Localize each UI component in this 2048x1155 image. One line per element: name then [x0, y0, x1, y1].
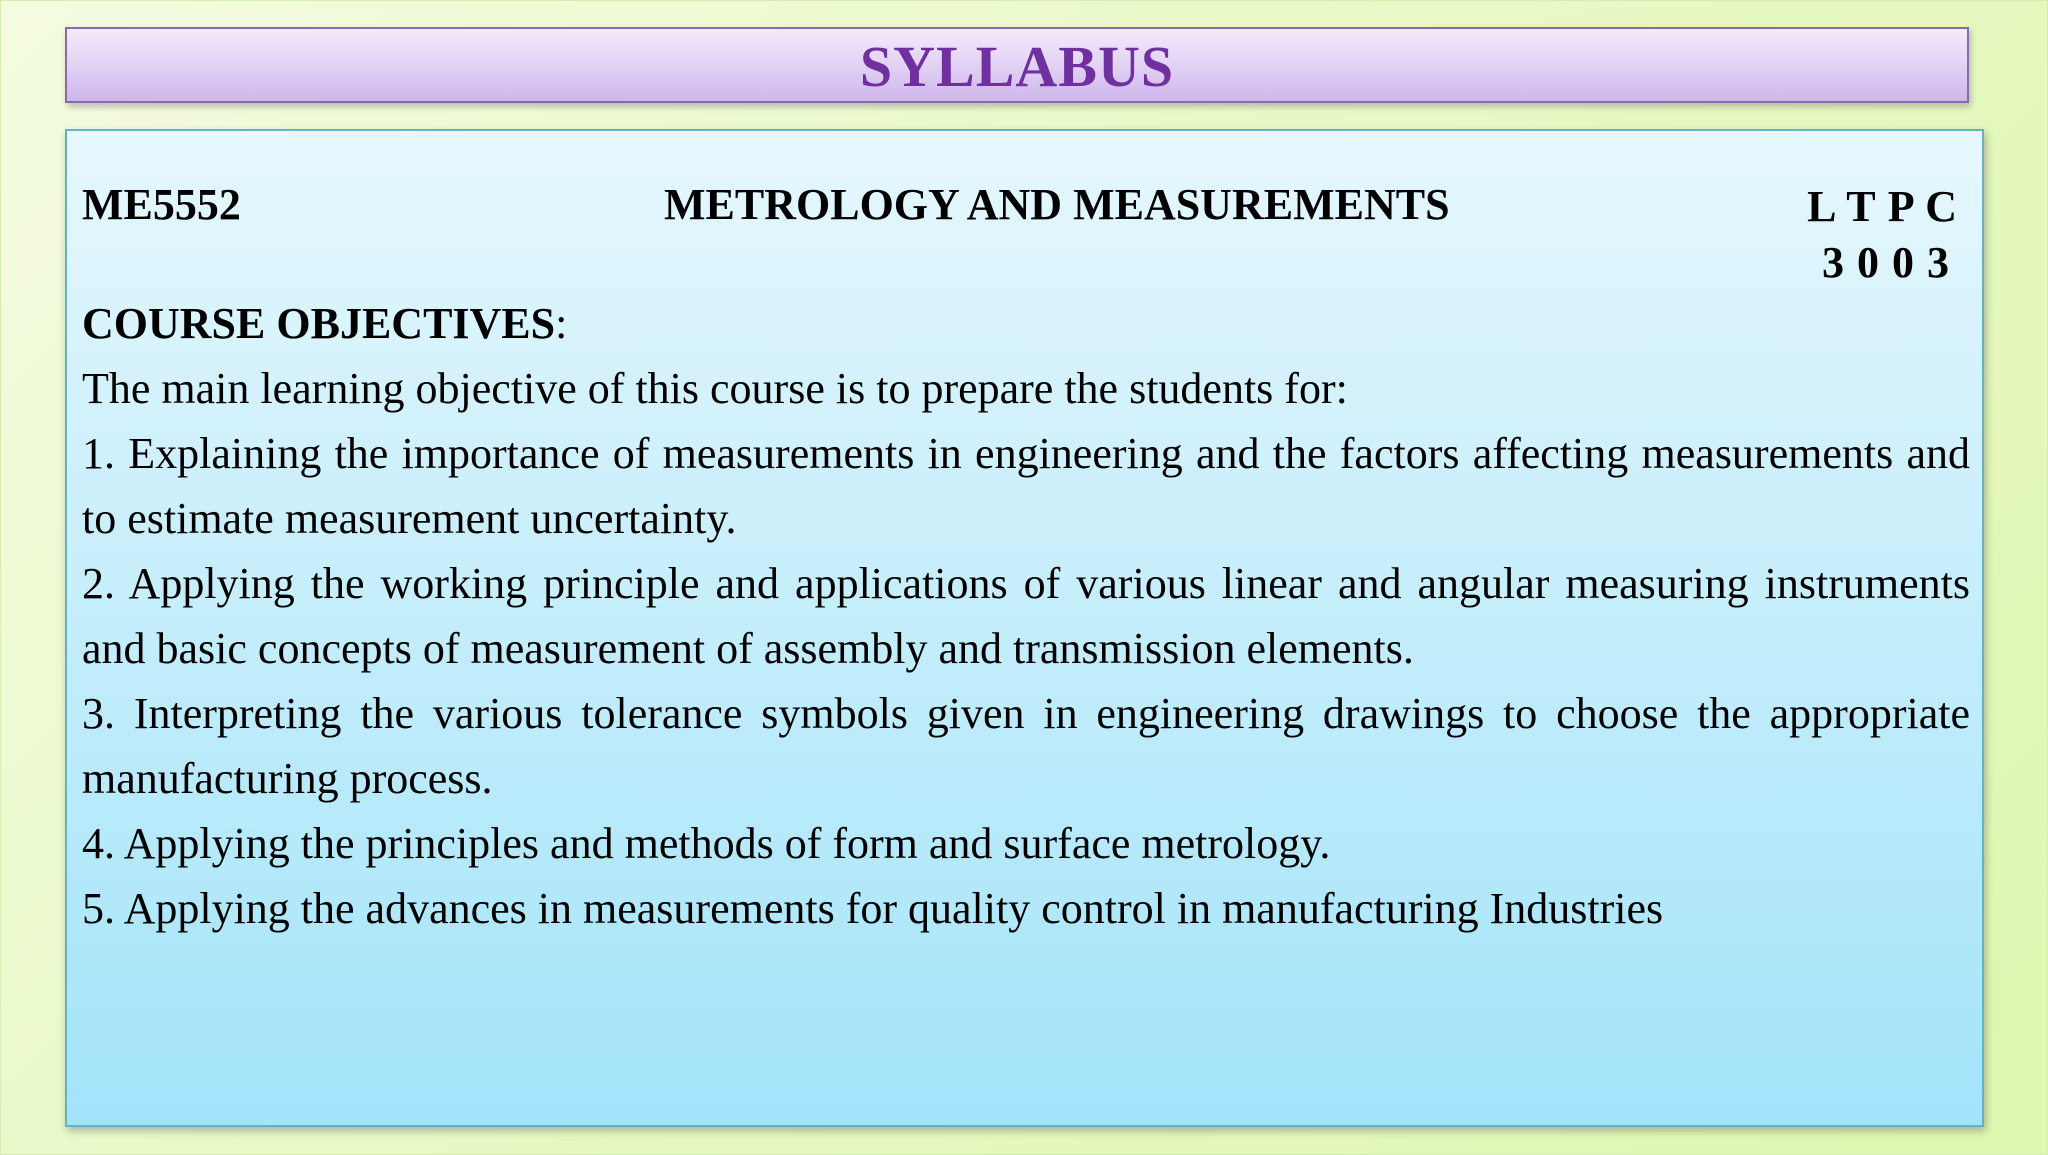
objectives-section — [82, 291, 1970, 941]
title-banner — [65, 27, 1969, 103]
content-panel — [65, 129, 1984, 1127]
objectives-heading-text: COURSE OBJECTIVES — [82, 299, 556, 348]
slide-title: SYLLABUS — [859, 34, 1175, 99]
credits-header: L T P C — [1807, 182, 1957, 231]
objective-item-4: 4. Applying the principles and methods of form and surface metrology. — [82, 819, 1331, 868]
credits-values: 3 0 0 3 — [1822, 238, 1949, 287]
course-title: METROLOGY AND MEASUREMENTS — [664, 180, 1450, 229]
objective-item-3: 3. Interpreting the various tolerance symbols given in engineering drawings to choose the appropriate manufacturing process. — [82, 689, 1970, 803]
objectives-intro: The main learning objective of this course is to prepare the students for: — [82, 364, 1348, 413]
credits-block — [1807, 179, 1957, 291]
objective-item-5: 5. Applying the advances in measurements for quality control in manufacturing Industries — [82, 884, 1664, 933]
objective-item-1: 1. Explaining the importance of measurements in engineering and the factors affecting measurements and to estimate measurement uncertainty. — [82, 429, 1970, 543]
objectives-heading-colon: : — [555, 299, 568, 348]
objectives-heading — [82, 291, 1970, 356]
course-header — [82, 179, 1957, 289]
objective-item-2: 2. Applying the working principle and applications of various linear and angular measuring instruments and basic concepts of measurement of assembly and transmission elements. — [82, 559, 1970, 673]
course-code: ME5552 — [82, 180, 241, 229]
